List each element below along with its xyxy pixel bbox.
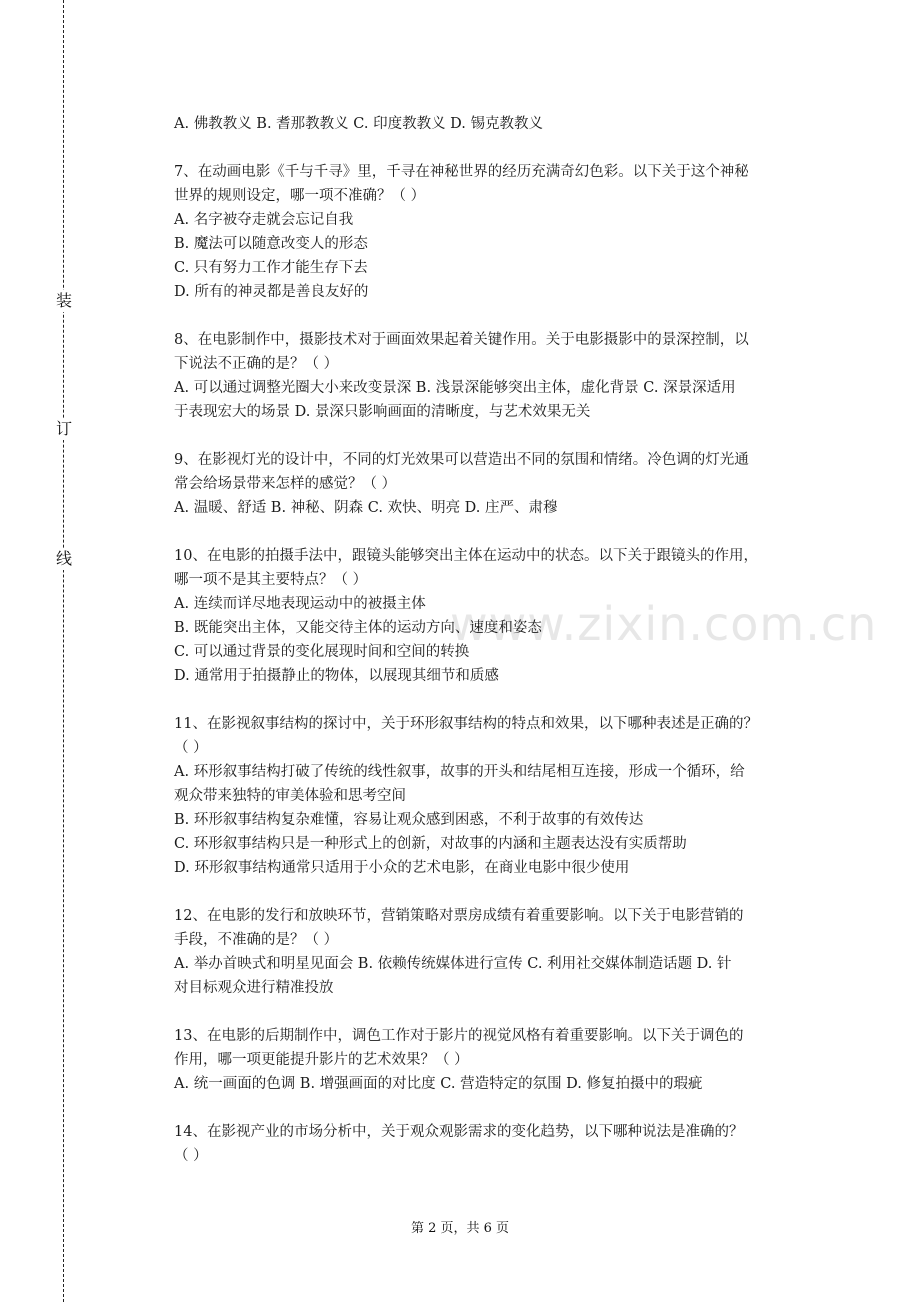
question-line: 13、在电影的后期制作中，调色工作对于影片的视觉风格有着重要影响。以下关于调色的 <box>174 1028 744 1044</box>
binding-char-ding: 订 <box>55 419 72 438</box>
question-line: A. 环形叙事结构打破了传统的线性叙事，故事的开头和结尾相互连接，形成一个循环，给 <box>174 764 745 780</box>
question-block <box>174 904 814 1000</box>
question-line: 7、在动画电影《千与千寻》里，千寻在神秘世界的经历充满奇幻色彩。以下关于这个神秘 <box>174 164 749 180</box>
page-footer: 第 2 页，共 6 页 <box>410 1221 510 1236</box>
question-line: A. 举办首映式和明星见面会 B. 依赖传统媒体进行宣传 C. 利用社交媒体制造话题 D. 针 <box>174 956 732 972</box>
question-line: 于表现宏大的场景 D. 景深只影响画面的清晰度，与艺术效果无关 <box>174 404 591 420</box>
question-line: 9、在影视灯光的设计中，不同的灯光效果可以营造出不同的氛围和情绪。冷色调的灯光通 <box>174 452 749 468</box>
question-line: D. 通常用于拍摄静止的物体，以展现其细节和质感 <box>174 668 499 684</box>
question-line: C. 只有努力工作才能生存下去 <box>174 260 368 276</box>
question-block <box>174 328 814 424</box>
question-line: B. 魔法可以随意改变人的形态 <box>174 236 368 252</box>
question-line: C. 环形叙事结构只是一种形式上的创新，对故事的内涵和主题表达没有实质帮助 <box>174 836 687 852</box>
question-block <box>174 712 814 880</box>
question-block <box>174 160 814 304</box>
question-line: 14、在影视产业的市场分析中，关于观众观影需求的变化趋势，以下哪种说法是准确的？ <box>174 1124 744 1140</box>
question-line: 对目标观众进行精准投放 <box>174 980 334 996</box>
watermark: www.zixin.com.cn <box>450 597 878 651</box>
question-block <box>174 544 814 688</box>
question-line: （ ） <box>174 1148 208 1164</box>
question-line: B. 既能突出主体，又能交待主体的运动方向、速度和姿态 <box>174 620 542 636</box>
question-line: 10、在电影的拍摄手法中，跟镜头能够突出主体在运动中的状态。以下关于跟镜头的作用， <box>174 548 758 564</box>
question-block <box>174 112 814 136</box>
question-line: 常会给场景带来怎样的感觉？（ ） <box>174 476 397 492</box>
question-block <box>174 1024 814 1096</box>
question-line: D. 环形叙事结构通常只适用于小众的艺术电影，在商业电影中很少使用 <box>174 860 630 876</box>
question-line: B. 环形叙事结构复杂难懂，容易让观众感到困惑，不利于故事的有效传达 <box>174 812 644 828</box>
question-line: 作用，哪一项更能提升影片的艺术效果？（ ） <box>174 1052 469 1068</box>
question-line: A. 名字被夺走就会忘记自我 <box>174 212 354 228</box>
question-line: A. 佛教教义 B. 耆那教教义 C. 印度教教义 D. 锡克教教义 <box>174 116 544 132</box>
question-line: 下说法不正确的是？（ ） <box>174 356 339 372</box>
question-line: 12、在电影的发行和放映环节，营销策略对票房成绩有着重要影响。以下关于电影营销的 <box>174 908 744 924</box>
question-line: （ ） <box>174 740 208 756</box>
question-line: 哪一项不是其主要特点？（ ） <box>174 572 368 588</box>
question-block <box>174 1120 814 1168</box>
binding-dashed-line <box>63 0 64 1302</box>
question-line: 8、在电影制作中，摄影技术对于画面效果起着关键作用。关于电影摄影中的景深控制，以 <box>174 332 749 348</box>
question-line: A. 连续而详尽地表现运动中的被摄主体 <box>174 596 426 612</box>
question-line: C. 可以通过背景的变化展现时间和空间的转换 <box>174 644 470 660</box>
binding-char-xian: 线 <box>55 549 72 568</box>
question-line: 世界的规则设定，哪一项不准确？（ ） <box>174 188 426 204</box>
question-line: A. 可以通过调整光圈大小来改变景深 B. 浅景深能够突出主体，虚化背景 C. 深景深适用 <box>174 380 736 396</box>
question-line: A. 统一画面的色调 B. 增强画面的对比度 C. 营造特定的氛围 D. 修复拍摄中的瑕疵 <box>174 1076 703 1092</box>
question-line: 手段，不准确的是？（ ） <box>174 932 339 948</box>
question-line: D. 所有的神灵都是善良友好的 <box>174 284 369 300</box>
question-line: 观众带来独特的审美体验和思考空间 <box>174 788 406 804</box>
question-block <box>174 448 814 520</box>
binding-char-zhuang: 装 <box>55 291 72 310</box>
question-list <box>174 112 814 1168</box>
question-line: A. 温暖、舒适 B. 神秘、阴森 C. 欢快、明亮 D. 庄严、肃穆 <box>174 500 558 516</box>
question-line: 11、在影视叙事结构的探讨中，关于环形叙事结构的特点和效果，以下哪种表述是正确的？ <box>174 716 758 732</box>
